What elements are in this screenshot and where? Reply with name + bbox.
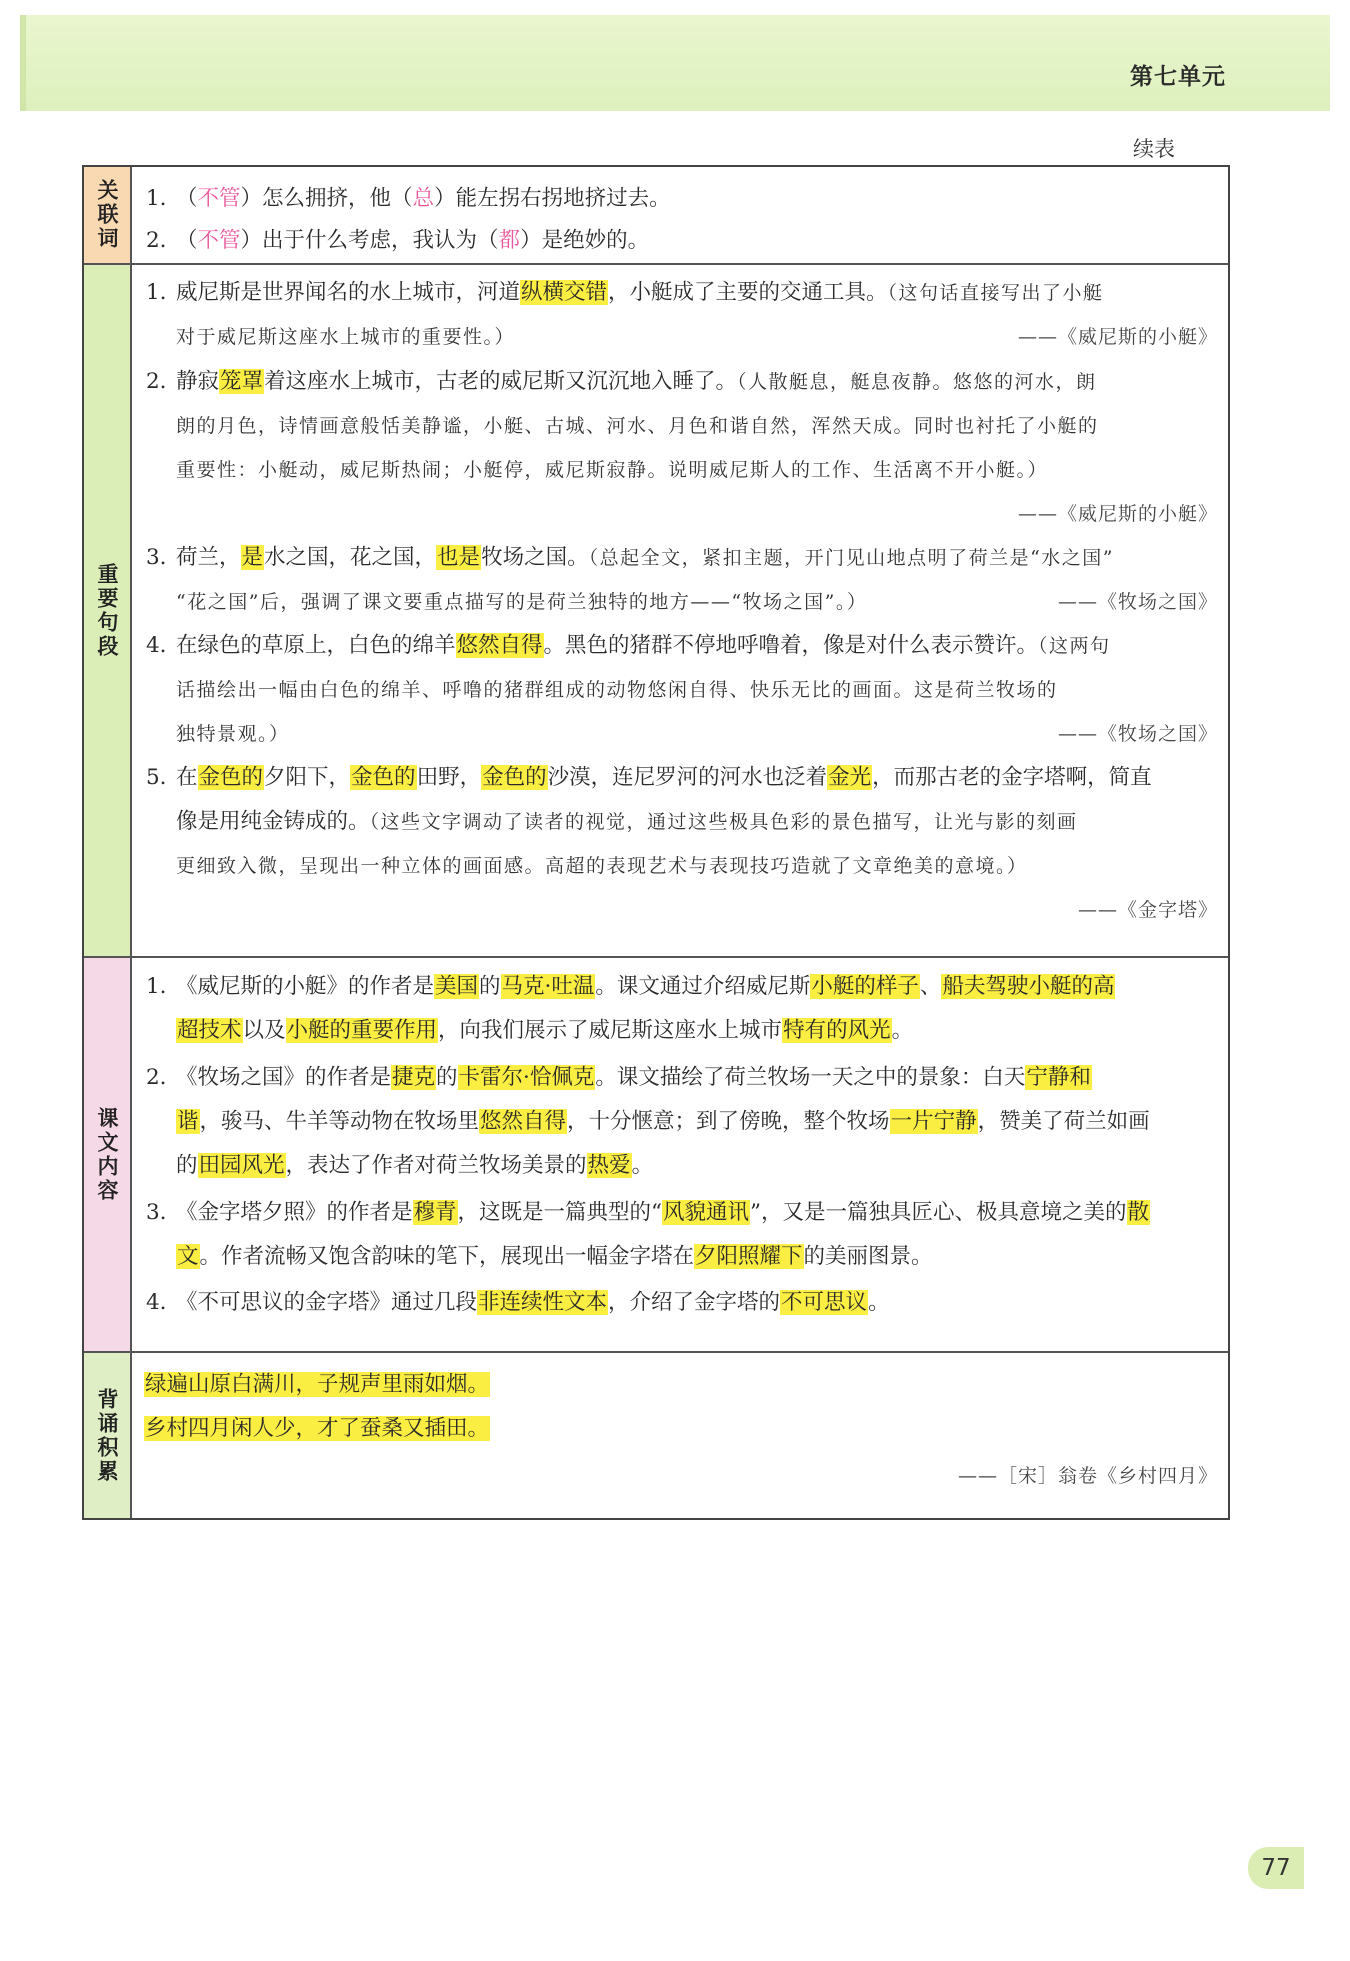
row-content	[84, 958, 1228, 1353]
row-key-sentences	[84, 265, 1228, 958]
notes-table	[82, 165, 1230, 1520]
sentence-5-source: ——《金字塔》	[1077, 899, 1218, 921]
sentence-4-note-2: 话描绘出一幅由白色的绵羊、呼噜的猪群组成的动物悠闲自得、快乐无比的画面。这是荷兰牧场的	[176, 679, 1058, 701]
conjunction-item-1: 1. （不管）怎么拥挤，他（总）能左拐右拐地挤过去。	[146, 186, 671, 211]
poem-source: ——［宋］翁卷《乡村四月》	[957, 1465, 1218, 1487]
sentence-1-source: ——《威尼斯的小艇》	[1017, 326, 1218, 348]
row-label-conjunctions: 关联词	[84, 167, 132, 263]
sentence-4-note-3: 独特景观。）	[176, 723, 290, 745]
content-2-line-3: 的田园风光，表达了作者对荷兰牧场美景的热爱。	[176, 1153, 654, 1178]
row-label-recitation: 背诵积累	[84, 1353, 132, 1518]
sentence-5-note-2: 更细致入微，呈现出一种立体的画面感。高超的表现艺术与表现技巧造就了文章绝美的意境。）	[176, 855, 1028, 877]
sentence-2-source: ——《威尼斯的小艇》	[1017, 503, 1218, 525]
poem-line-1: 绿遍山原白满川，子规声里雨如烟。	[145, 1372, 490, 1397]
content-2-line-2: 谐，骏马、牛羊等动物在牧场里悠然自得，十分惬意；到了傍晚，整个牧场一片宁静，赞美了荷兰如画	[177, 1109, 1150, 1134]
sentence-1-note: 对于威尼斯这座水上城市的重要性。）	[176, 326, 516, 348]
conjunction-item-2: 2. （不管）出于什么考虑，我认为（都）是绝妙的。	[146, 228, 650, 253]
poem-line-2: 乡村四月闲人少，才了蚕桑又插田。	[145, 1416, 490, 1441]
row-conjunctions	[84, 167, 1228, 265]
sentence-2-note-2: 朗的月色，诗情画意般恬美静谧，小艇、古城、河水、月色和谐自然，浑然天成。同时也衬托了小艇的	[176, 415, 1099, 437]
content-3-line-1: 3. 《金字塔夕照》的作者是穆青，这既是一篇典型的“风貌通讯”，又是一篇独具匠心、极具意境之美的散	[146, 1200, 1150, 1225]
content-1-line-2: 超技术以及小艇的重要作用，向我们展示了威尼斯这座水上城市特有的风光。	[177, 1018, 914, 1043]
sentence-5-line-2: 像是用纯金铸成的。（这些文字调动了读者的视觉，通过这些极具色彩的景色描写，让光与影的刻画	[176, 809, 1078, 834]
page-number: 77	[1248, 1847, 1304, 1889]
content-3-line-2: 文。作者流畅又饱含韵味的笔下，展现出一幅金字塔在夕阳照耀下的美丽图景。	[177, 1244, 933, 1269]
row-label-key-sentences: 重要句段	[84, 265, 132, 956]
sentence-3-source: ——《牧场之国》	[1057, 591, 1218, 613]
sentence-3-line-1: 3. 荷兰，是水之国，花之国，也是牧场之国。（总起全文，紧扣主题，开门见山地点明了荷兰是“水之国”	[146, 545, 1115, 570]
sentence-5-line-1: 5. 在金色的夕阳下，金色的田野，金色的沙漠，连尼罗河的河水也泛着金光，而那古老的金字塔啊，简直	[146, 765, 1152, 790]
sentence-2-line-1: 2. 静寂笼罩着这座水上城市，古老的威尼斯又沉沉地入睡了。（人散艇息，艇息夜静。悠悠的河水，朗	[146, 369, 1097, 394]
content-2-line-1: 2. 《牧场之国》的作者是捷克的卡雷尔·恰佩克。课文描绘了荷兰牧场一天之中的景象：白天宁静和	[146, 1065, 1091, 1090]
row-label-content: 课文内容	[84, 958, 132, 1351]
sentence-1-line-1: 1. 威尼斯是世界闻名的水上城市，河道纵横交错，小艇成了主要的交通工具。（这句话直接写出了小艇	[146, 280, 1104, 305]
content-1-line-1: 1. 《威尼斯的小艇》的作者是美国的马克·吐温。课文通过介绍威尼斯小艇的样子、船夫驾驶小艇的高	[146, 974, 1115, 999]
sentence-4-source: ——《牧场之国》	[1057, 723, 1218, 745]
sentence-4-line-1: 4. 在绿色的草原上，白色的绵羊悠然自得。黑色的猪群不停地呼噜着，像是对什么表示赞许。（这两句	[146, 633, 1111, 658]
continued-label: 续表	[1133, 137, 1175, 161]
row-recitation	[84, 1353, 1228, 1518]
sentence-2-note-3: 重要性：小艇动，威尼斯热闹；小艇停，威尼斯寂静。说明威尼斯人的工作、生活离不开小艇。）	[176, 459, 1049, 481]
unit-title: 第七单元	[1130, 64, 1226, 90]
content-4-line-1: 4. 《不可思议的金字塔》通过几段非连续性文本，介绍了金字塔的不可思议。	[146, 1290, 890, 1315]
sentence-3-note: “花之国”后，强调了课文要重点描写的是荷兰独特的地方——“牧场之国”。）	[176, 591, 868, 613]
